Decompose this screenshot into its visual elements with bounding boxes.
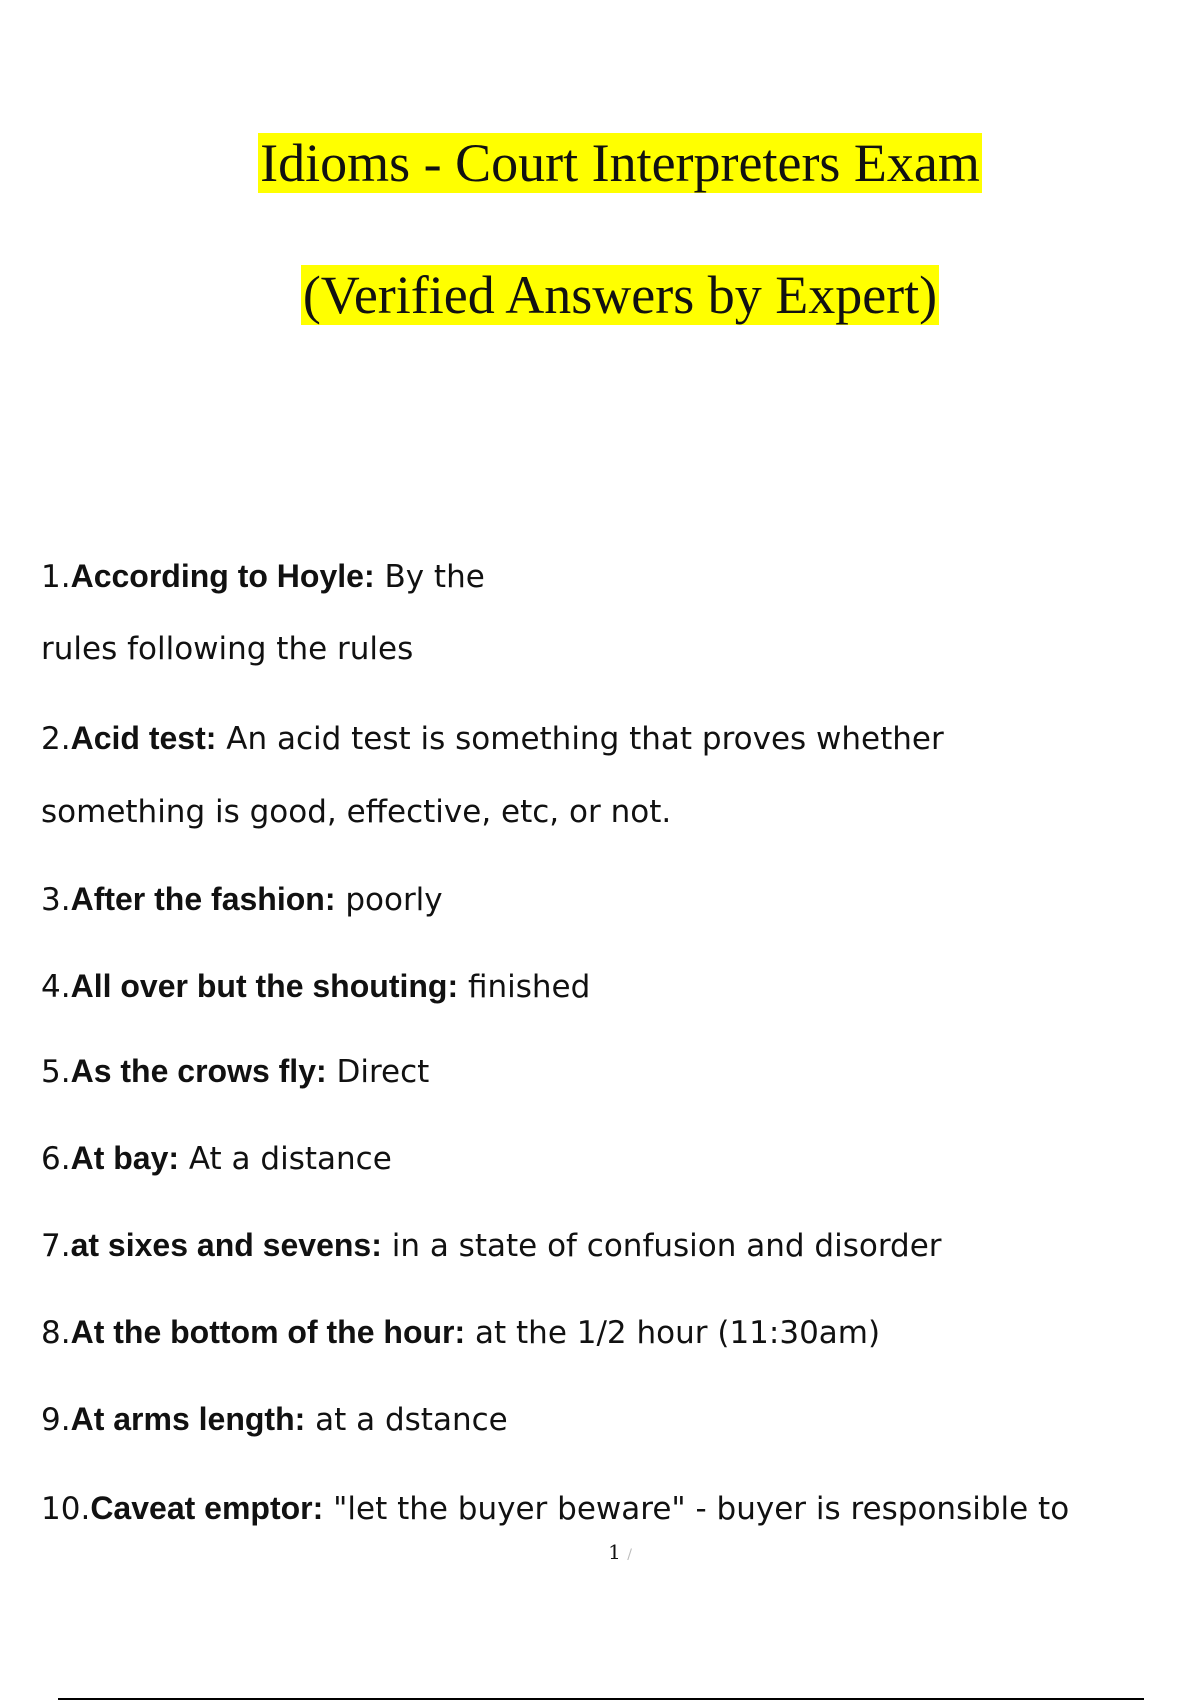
idiom-term: After the fashion: bbox=[70, 881, 336, 917]
idiom-definition: at the 1/2 hour (11:30am) bbox=[475, 1315, 881, 1351]
idiom-definition: in a state of confusion and disorder bbox=[391, 1228, 942, 1264]
entry-number: 4. bbox=[41, 969, 71, 1005]
idiom-definition: By the bbox=[384, 559, 485, 595]
idiom-term: at sixes and sevens: bbox=[70, 1227, 382, 1263]
document-subtitle-text: (Verified Answers by Expert) bbox=[302, 265, 938, 325]
idiom-entry-6 bbox=[41, 1138, 392, 1179]
page-number bbox=[0, 1540, 1200, 1564]
entry-number: 8. bbox=[41, 1315, 71, 1351]
idiom-entry-4 bbox=[41, 966, 590, 1007]
idiom-definition: finished bbox=[467, 969, 591, 1005]
document-title bbox=[0, 130, 1200, 196]
idiom-term: At the bottom of the hour: bbox=[70, 1314, 466, 1350]
idiom-entry-7 bbox=[41, 1225, 942, 1266]
idiom-term: According to Hoyle: bbox=[70, 558, 375, 594]
entry-number: 2. bbox=[41, 721, 71, 757]
idiom-entry-1-continued bbox=[41, 629, 413, 669]
entry-number: 7. bbox=[41, 1228, 71, 1264]
idiom-entry-1 bbox=[41, 556, 485, 597]
idiom-term: At arms length: bbox=[70, 1401, 306, 1437]
entry-number: 5. bbox=[41, 1054, 71, 1090]
idiom-definition: poorly bbox=[345, 882, 443, 918]
idiom-entry-5 bbox=[41, 1051, 429, 1092]
idiom-definition: Direct bbox=[336, 1054, 430, 1090]
idiom-definition: An acid test is something that proves whether bbox=[226, 721, 944, 757]
page-number-value: 1 bbox=[608, 1540, 621, 1564]
idiom-term: Acid test: bbox=[70, 720, 217, 756]
idiom-entry-9 bbox=[41, 1399, 508, 1440]
document-subtitle bbox=[0, 262, 1200, 328]
idiom-entry-3 bbox=[41, 879, 443, 920]
idiom-definition: "let the buyer beware" - buyer is responsible to bbox=[333, 1491, 1070, 1527]
idiom-entry-8 bbox=[41, 1312, 880, 1353]
entry-number: 10. bbox=[41, 1491, 91, 1527]
idiom-definition: rules following the rules bbox=[41, 631, 414, 667]
idiom-definition: something is good, effective, etc, or not. bbox=[41, 794, 672, 830]
entry-number: 1. bbox=[41, 559, 71, 595]
entry-number: 3. bbox=[41, 882, 71, 918]
document-title-text: Idioms - Court Interpreters Exam bbox=[260, 133, 980, 193]
idiom-definition: At a distance bbox=[188, 1141, 392, 1177]
idiom-entry-10 bbox=[41, 1488, 1069, 1529]
idiom-definition: at a dstance bbox=[315, 1402, 508, 1438]
entry-number: 9. bbox=[41, 1402, 71, 1438]
page-number-separator: / bbox=[627, 1547, 632, 1563]
idiom-term: As the crows fly: bbox=[70, 1053, 327, 1089]
entry-number: 6. bbox=[41, 1141, 71, 1177]
idiom-term: At bay: bbox=[70, 1140, 180, 1176]
idiom-term: All over but the shouting: bbox=[70, 968, 459, 1004]
idiom-entry-2 bbox=[41, 718, 944, 759]
idiom-entry-2-continued bbox=[41, 792, 671, 832]
idiom-term: Caveat emptor: bbox=[90, 1490, 324, 1526]
